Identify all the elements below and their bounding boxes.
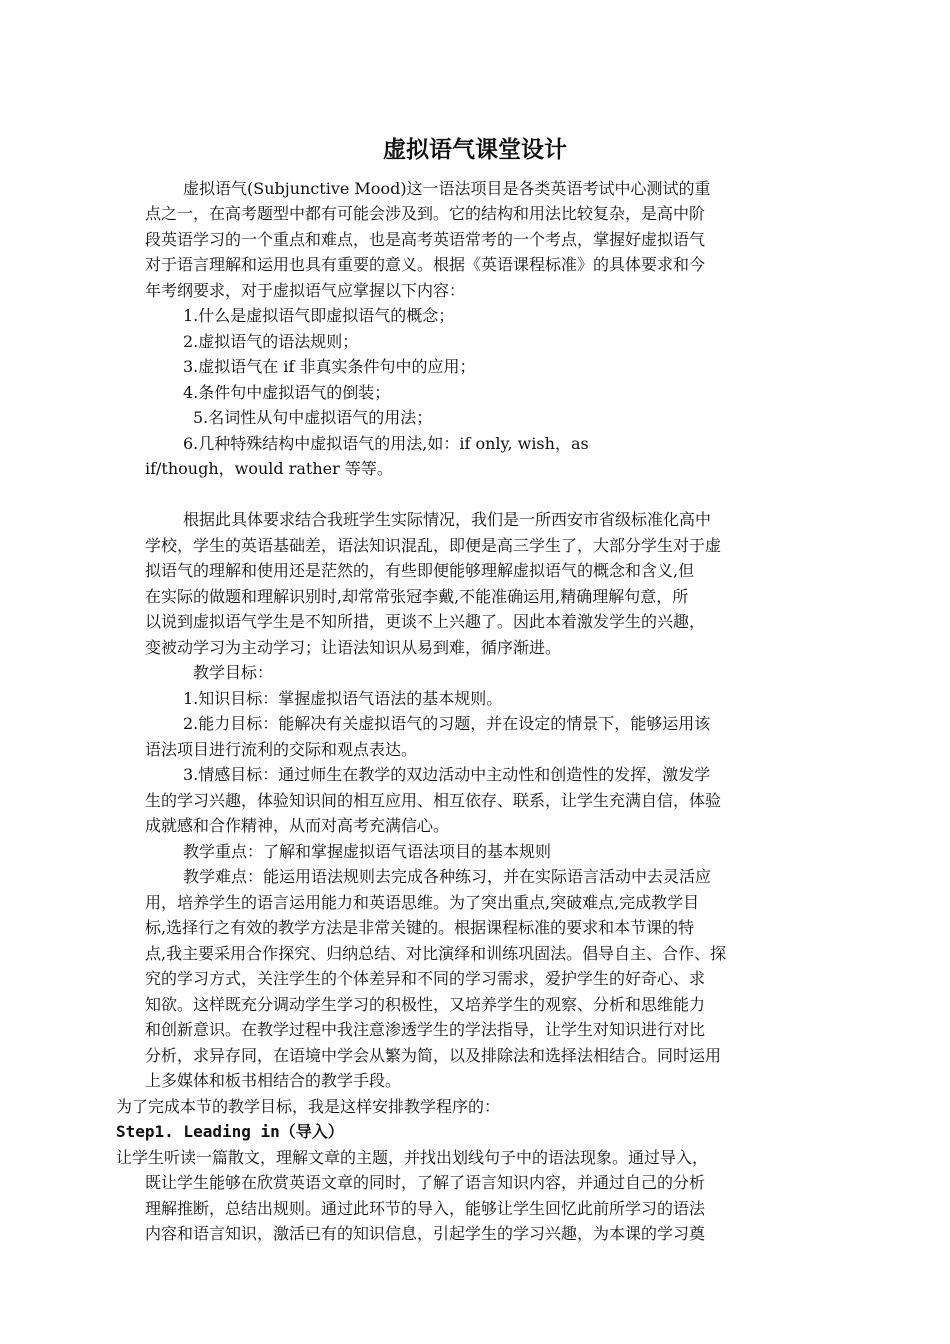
objective-line: 2.能力目标：能解决有关虚拟语气的习题，并在设定的情景下，能够运用该 xyxy=(183,714,711,733)
difficulty-line: 用，培养学生的语言运用能力和英语思维。为了突出重点,突破难点,完成教学目 xyxy=(145,893,700,912)
content-list-item: 3.虚拟语气在 if 非真实条件句中的应用； xyxy=(183,357,476,376)
situation-line: 学校，学生的英语基础差，语法知识混乱，即便是高三学生了，大部分学生对于虚 xyxy=(145,536,722,555)
step1-line: 让学生听读一篇散文，理解文章的主题，并找出划线句子中的语法现象。通过导入， xyxy=(116,1148,709,1167)
difficulty-line: 和创新意识。在教学过程中我注意渗透学生的学法指导，让学生对知识进行对比 xyxy=(145,1020,706,1039)
document-title: 虚拟语气课堂设计 xyxy=(383,137,567,163)
situation-line: 在实际的做题和理解识别时,却常常张冠李戴,不能准确运用,精确理解句意，所 xyxy=(145,587,689,606)
content-list-item: if/though，would rather 等等。 xyxy=(145,459,393,478)
difficulty-line: 知欲。这样既充分调动学生学习的积极性，又培养学生的观察、分析和思维能力 xyxy=(145,995,706,1014)
situation-line: 根据此具体要求结合我班学生实际情况，我们是一所西安市省级标准化高中 xyxy=(183,510,712,529)
difficulty-line: 上多媒体和板书相结合的教学手段。 xyxy=(145,1071,402,1090)
content-list-item: 5.名词性从句中虚拟语气的用法； xyxy=(193,408,433,427)
intro-line: 段英语学习的一个重点和难点，也是高考英语常考的一个考点，掌握好虚拟语气 xyxy=(145,230,706,249)
difficulty-line: 究的学习方式，关注学生的个体差异和不同的学习需求，爱护学生的好奇心、求 xyxy=(145,969,706,988)
intro-line: 年考纲要求，对于虚拟语气应掌握以下内容： xyxy=(145,281,466,300)
objective-line: 语法项目进行流利的交际和观点表达。 xyxy=(145,740,418,759)
situation-line: 以说到虚拟语气学生是不知所措，更谈不上兴趣了。因此本着激发学生的兴趣， xyxy=(145,612,706,631)
step1-line: 理解推断，总结出规则。通过此环节的导入，能够让学生回忆此前所学习的语法 xyxy=(145,1199,706,1218)
content-list-item: 2.虚拟语气的语法规则； xyxy=(183,332,359,351)
situation-line: 拟语气的理解和使用还是茫然的，有些即便能够理解虚拟语气的概念和含义,但 xyxy=(145,561,695,580)
intro-line: 虚拟语气(Subjunctive Mood)这一语法项目是各类英语考试中心测试的重 xyxy=(183,179,711,198)
key-point: 教学重点：了解和掌握虚拟语气语法项目的基本规则 xyxy=(183,842,552,861)
step1-line: 内容和语言知识，激活已有的知识信息，引起学生的学习兴趣，为本课的学习奠 xyxy=(145,1224,706,1243)
content-list-item: 4.条件句中虚拟语气的倒装； xyxy=(183,383,391,402)
difficulty-line: 教学难点：能运用语法规则去完成各种练习，并在实际语言活动中去灵活应 xyxy=(183,867,712,886)
content-list-item: 1.什么是虚拟语气即虚拟语气的概念； xyxy=(183,306,455,325)
step1-heading: Step1. Leading in（导入） xyxy=(116,1122,344,1141)
content-list-item: 6.几种特殊结构中虚拟语气的用法,如：if only, wish，as xyxy=(183,434,589,453)
situation-line: 变被动学习为主动学习；让语法知识从易到难，循序渐进。 xyxy=(145,638,562,657)
objective-line: 生的学习兴趣，体验知识间的相互应用、相互依存、联系，让学生充满自信，体验 xyxy=(145,791,722,810)
step1-line: 既让学生能够在欣赏英语文章的同时，了解了语言知识内容，并通过自己的分析 xyxy=(145,1173,706,1192)
difficulty-line: 分析，求异存同，在语境中学会从繁为简，以及排除法和选择法相结合。同时运用 xyxy=(145,1046,722,1065)
objectives-heading: 教学目标： xyxy=(193,663,274,682)
objective-line: 成就感和合作精神，从而对高考充满信心。 xyxy=(145,816,450,835)
difficulty-line: 点,我主要采用合作探究、归纳总结、对比演绎和训练巩固法。倡导自主、合作、探 xyxy=(145,944,727,963)
objective-line: 1.知识目标：掌握虚拟语气语法的基本规则。 xyxy=(183,689,503,708)
procedure-intro: 为了完成本节的教学目标，我是这样安排教学程序的： xyxy=(116,1097,501,1116)
intro-line: 对于语言理解和运用也具有重要的意义。根据《英语课程标准》的具体要求和今 xyxy=(145,255,706,274)
objective-line: 3.情感目标：通过师生在教学的双边活动中主动性和创造性的发挥，激发学 xyxy=(183,765,711,784)
intro-line: 点之一，在高考题型中都有可能会涉及到。它的结构和用法比较复杂，是高中阶 xyxy=(145,204,706,223)
difficulty-line: 标,选择行之有效的教学方法是非常关键的。根据课程标准的要求和本节课的特 xyxy=(145,918,695,937)
